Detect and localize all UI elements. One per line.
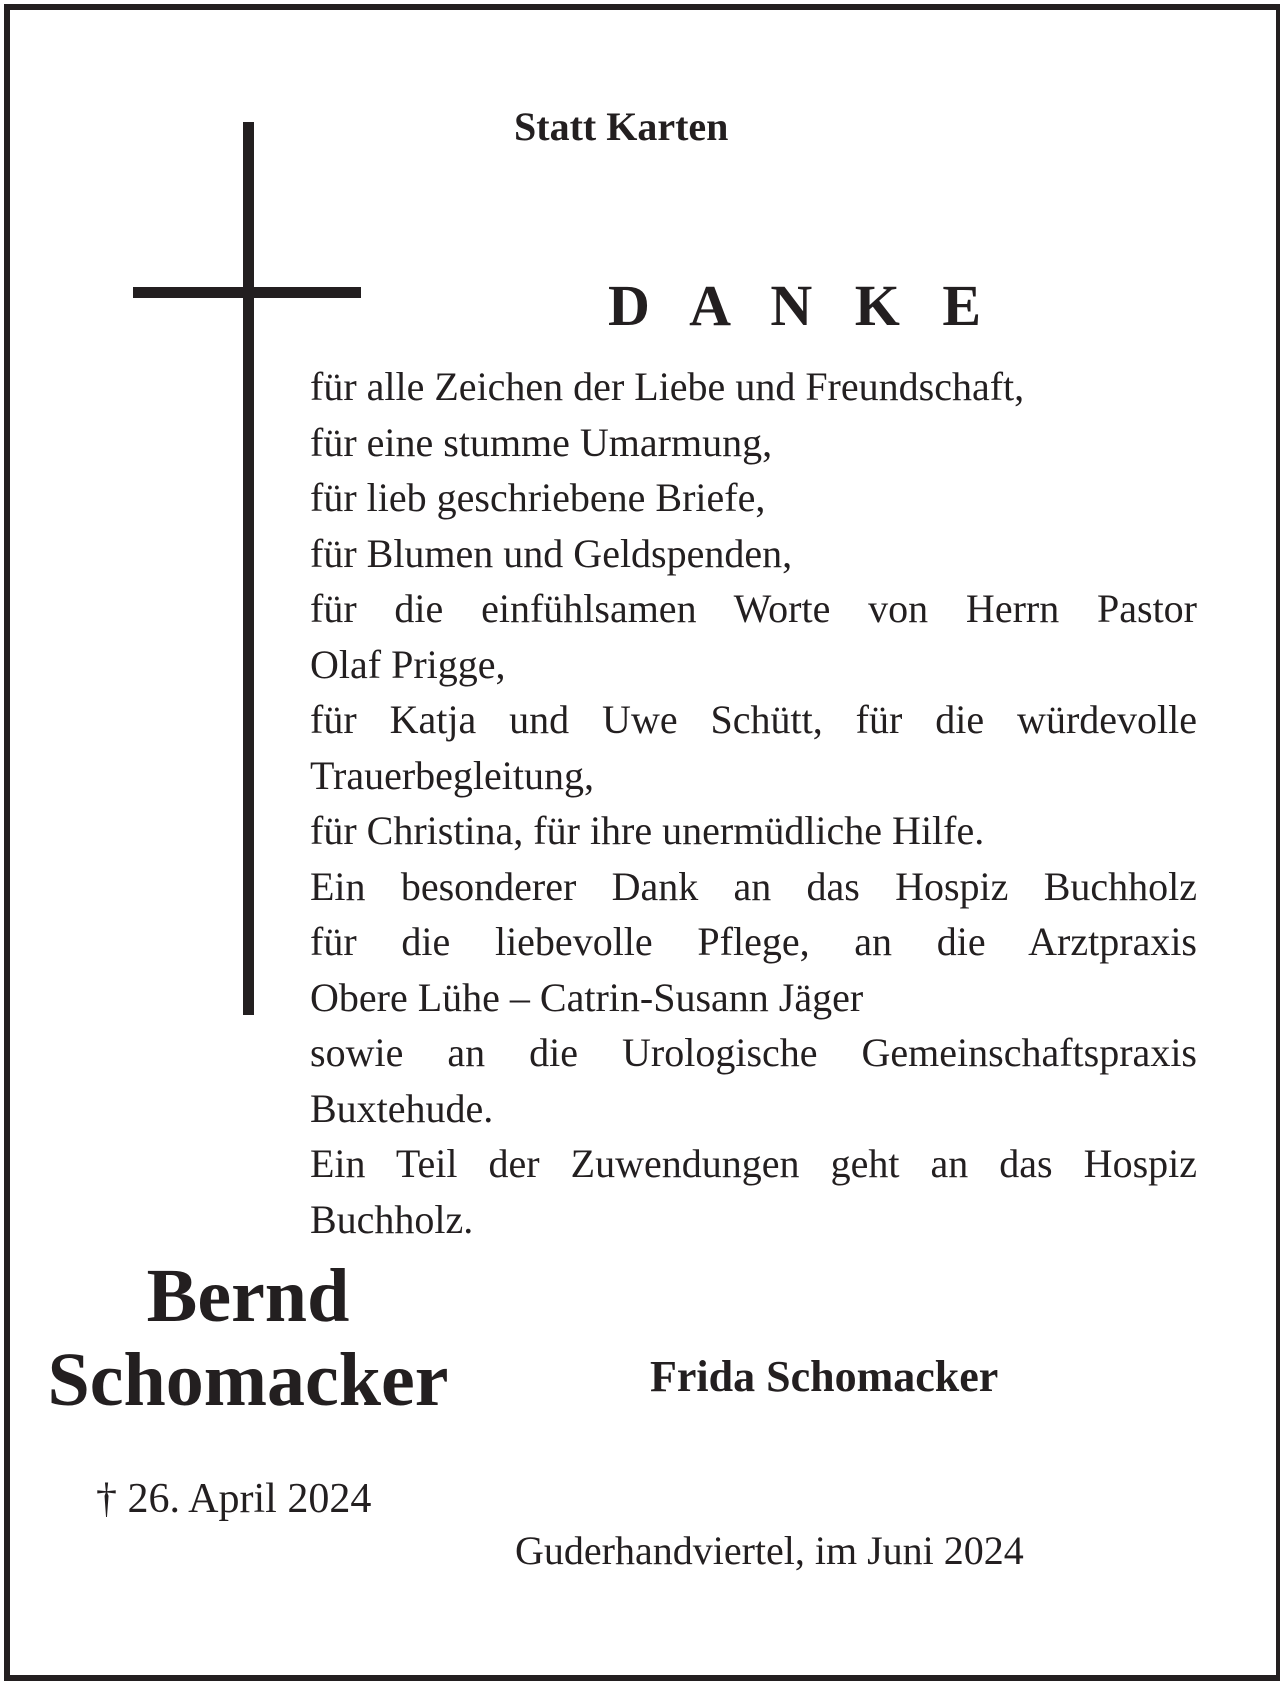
body-line: für alle Zeichen der Liebe und Freundschaft, [310,364,1025,409]
body-line: Obere Lühe – Catrin-Susann Jäger [310,974,864,1020]
body-line: Olaf Prigge, [310,641,506,687]
body-line: für Christina, für ihre unermüdliche Hilfe. [310,808,985,853]
body-line: Trauerbegleitung, [310,752,595,798]
body-line: für Blumen und Geldspenden, [310,530,793,576]
deceased-first-name: Bernd [146,1254,350,1338]
place-and-date: Guderhandviertel, im Juni 2024 [515,1528,1024,1573]
body-line: Buchholz. [310,1196,474,1242]
date-of-death: † 26. April 2024 [96,1476,372,1522]
signatory-name: Frida Schomacker [650,1352,999,1401]
headline-danke: D A N K E [608,273,996,338]
deceased-last-name: Schomacker [47,1338,449,1422]
body-line: Ein besonderer Dank an das Hospiz Buchholz [310,863,1197,909]
header-statt-karten: Statt Karten [514,104,729,149]
cross-horizontal-beam [133,287,361,298]
thank-you-text [310,359,1197,1247]
body-line: für Katja und Uwe Schütt, für die würdevolle [310,697,1197,742]
body-line: für die einfühlsamen Worte von Herrn Pastor [310,586,1197,631]
deceased-name [28,1254,468,1422]
body-line: für eine stumme Umarmung, [310,419,773,465]
body-line: für lieb geschriebene Briefe, [310,475,766,520]
body-line: für die liebevolle Pflege, an die Arztpraxis [310,919,1197,964]
body-line: Buxtehude. [310,1085,494,1131]
body-line: Ein Teil der Zuwendungen geht an das Hospiz [310,1141,1197,1186]
body-line: sowie an die Urologische Gemeinschaftspraxis [310,1030,1197,1075]
cross-vertical-beam [243,122,254,1015]
